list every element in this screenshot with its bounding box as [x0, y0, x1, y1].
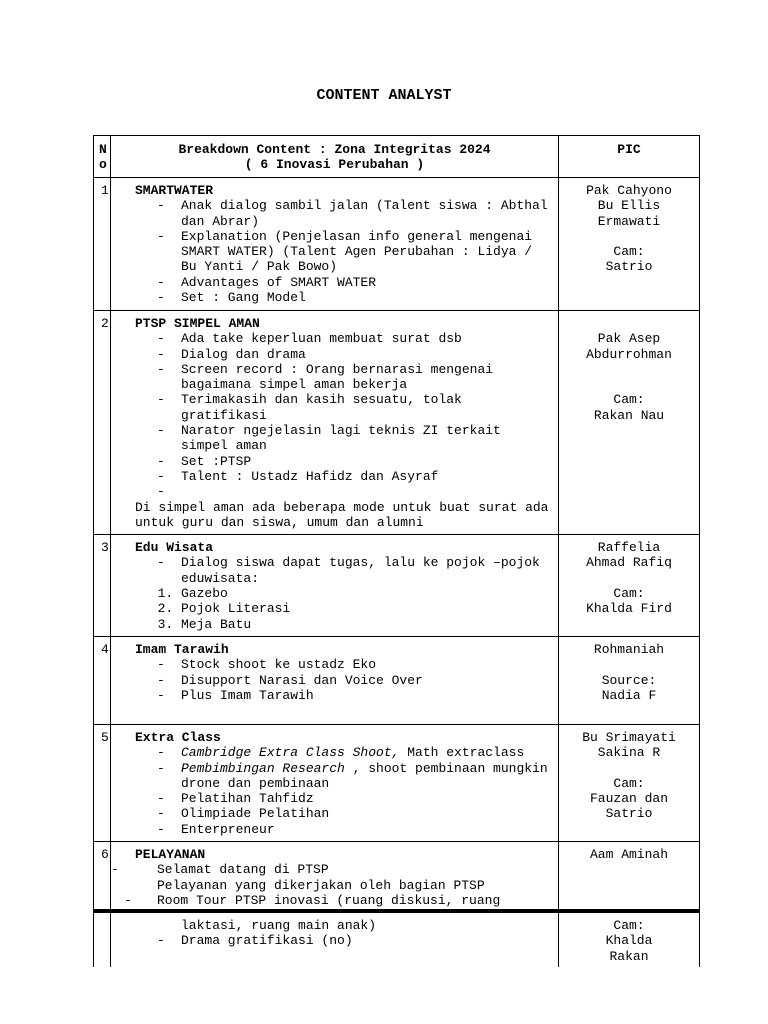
- pic-line: Abdurrohman: [586, 346, 672, 362]
- row-pic: [559, 636, 700, 724]
- row-number: 6: [94, 842, 111, 916]
- row-number: 1: [94, 178, 111, 311]
- pic-line: Nadia F: [601, 687, 657, 703]
- row-title: PTSP SIMPEL AMAN: [135, 316, 260, 331]
- header-no-char: N: [99, 142, 107, 157]
- pic-line: Khalda: [605, 933, 653, 949]
- pic-line: Satrio: [605, 806, 653, 822]
- list-item: - Set :PTSP: [181, 454, 552, 469]
- list-item: - Set : Gang Model: [181, 290, 552, 305]
- row-number: 4: [94, 636, 111, 724]
- list-item: [181, 806, 552, 821]
- pic-line: Rakan: [609, 948, 649, 964]
- row-line: Selamat datang di PTSP: [157, 862, 329, 878]
- list-item: [181, 791, 552, 806]
- row-content: [111, 842, 559, 916]
- header-no-char: o: [99, 157, 107, 172]
- pic-line: [559, 377, 699, 392]
- header-content: Breakdown Content : Zona Integritas 2024 ( 6 Inovasi Perubahan ): [111, 136, 559, 178]
- list-item: - Explanation (Penjelasan info general mengenai SMART WATER) (Talent Agen Perubahan : Lidya / Bu Yanti / Pak Bowo): [181, 229, 552, 275]
- row-title: Extra Class: [135, 729, 221, 745]
- row-number: 3: [94, 535, 111, 637]
- header-pic: PIC: [559, 136, 700, 178]
- row-pic: [559, 842, 700, 916]
- list-item: - Advantages of SMART WATER: [181, 275, 552, 290]
- bullet-list: [135, 555, 552, 586]
- pic-line: Cam:: [613, 775, 645, 791]
- pic-line: [559, 571, 699, 586]
- item-text: Enterpreneur: [181, 821, 275, 837]
- row-line: Room Tour PTSP inovasi (ruang diskusi, ruang: [157, 892, 501, 908]
- pic-line: Bu Srimayati: [582, 729, 676, 745]
- pic-line: Fauzan dan: [589, 791, 668, 807]
- table-row-6: [94, 842, 700, 916]
- row-title: Imam Tarawih: [135, 641, 229, 657]
- row-line: Pelayanan yang dikerjakan oleh bagian PTSP: [157, 877, 485, 893]
- pic-line: Ermawati: [597, 213, 661, 229]
- row-title: SMARTWATER: [135, 183, 214, 198]
- list-item: - Screen record : Orang bernarasi mengenai bagaimana simpel aman bekerja: [181, 362, 552, 393]
- list-item: - Terimakasih dan kasih sesuatu, tolak gratifikasi: [181, 392, 552, 423]
- item-text: Math extraclass: [399, 745, 525, 761]
- list-item: 2. Pojok Literasi: [181, 601, 552, 616]
- bullet-list: [135, 198, 552, 305]
- list-item: [181, 745, 552, 760]
- continuation-table: [93, 909, 700, 967]
- item-text: Pelatihan Tahfidz: [181, 791, 314, 807]
- row-number: 2: [94, 311, 111, 535]
- row-title: PELAYANAN: [135, 847, 206, 863]
- list-item: - Stock shoot ke ustadz Eko: [181, 657, 552, 672]
- row-pic: [559, 311, 700, 535]
- bullet-list: [135, 657, 552, 703]
- table-header-row: [94, 136, 700, 178]
- row-pic: [559, 724, 700, 841]
- pic-line: Satrio: [605, 259, 653, 275]
- pic-line: Pak Asep: [597, 331, 661, 347]
- row-title: Edu Wisata: [135, 540, 214, 556]
- list-item: - Narator ngejelasin lagi teknis ZI terkait simpel aman: [181, 423, 552, 454]
- list-item: - Dialog siswa dapat tugas, lalu ke pojok –pojok eduwisata:: [181, 555, 552, 586]
- list-item: 1. Gazebo: [181, 586, 552, 601]
- pic-line: Ahmad Rafiq: [586, 555, 672, 571]
- list-item: - Ada take keperluan membuat surat dsb: [181, 331, 552, 346]
- table-row-2: [94, 311, 700, 535]
- pic-line: [559, 229, 699, 244]
- table-row-4: [94, 636, 700, 724]
- pic-line: Cam:: [613, 586, 645, 602]
- item-text: Olimpiade Pelatihan: [181, 806, 330, 822]
- pic-line: Sakina R: [597, 745, 661, 761]
- continuation-pic: [559, 911, 700, 967]
- list-item: [181, 822, 552, 837]
- continuation-row: [94, 911, 700, 967]
- pic-line: Aam Aminah: [589, 847, 668, 863]
- item-text: , shoot pembinaan mungkin drone dan pembinaan: [181, 760, 548, 791]
- dash-marker: -: [157, 933, 165, 949]
- header-no: [94, 136, 111, 178]
- list-item: 3. Meja Batu: [181, 617, 552, 632]
- bullet-list: [135, 331, 552, 499]
- row-pic: [559, 178, 700, 311]
- document-title: CONTENT ANALYST: [316, 87, 452, 104]
- list-item: [181, 761, 552, 792]
- list-item: - Talent : Ustadz Hafidz dan Asyraf: [181, 469, 552, 484]
- pic-line: [559, 657, 699, 672]
- row-line: laktasi, ruang main anak): [181, 918, 377, 933]
- pic-line: Rohmaniah: [593, 641, 665, 657]
- list-item: - Dialog dan drama: [181, 347, 552, 362]
- pic-line: Khalda Fird: [586, 601, 672, 617]
- pic-line: Cam:: [613, 918, 645, 933]
- pic-line: Pak Cahyono: [586, 183, 672, 198]
- italic-text: Cambridge Extra Class Shoot,: [181, 745, 400, 761]
- continuation-no-cell: [94, 911, 111, 967]
- list-item: - Disupport Narasi dan Voice Over: [181, 673, 552, 688]
- row-content: [111, 636, 559, 724]
- row-content: [111, 311, 559, 535]
- content-table: [93, 135, 700, 916]
- numbered-list: [135, 586, 552, 632]
- table-row-3: [94, 535, 700, 637]
- row-number: 5: [94, 724, 111, 841]
- pic-line: Rakan Nau: [593, 407, 665, 423]
- row-pic: [559, 535, 700, 637]
- row-note: Di simpel aman ada beberapa mode untuk buat surat ada untuk guru dan siswa, umum dan alumni: [135, 499, 549, 530]
- continuation-content: [111, 911, 559, 967]
- row-content: [111, 724, 559, 841]
- pic-line: Cam:: [613, 392, 645, 408]
- pic-line: Source:: [601, 672, 657, 688]
- list-item: - Anak dialog sambil jalan (Talent siswa : Abthal dan Abrar): [181, 198, 552, 229]
- pic-line: [559, 316, 699, 331]
- pic-line: [559, 362, 699, 377]
- list-item: - Plus Imam Tarawih: [181, 688, 552, 703]
- italic-text: Pembimbingan Research: [181, 760, 345, 776]
- bullet-list: [135, 745, 552, 837]
- row-content: [111, 178, 559, 311]
- pic-line: Cam:: [613, 244, 645, 260]
- row-line: Drama gratifikasi (no): [181, 933, 353, 949]
- pic-line: [559, 761, 699, 776]
- table-row-1: [94, 178, 700, 311]
- dash-marker: -: [111, 862, 119, 878]
- table-row-5: [94, 724, 700, 841]
- list-item: [181, 484, 552, 499]
- pic-line: Bu Ellis: [597, 198, 661, 214]
- row-content: [111, 535, 559, 637]
- pic-line: Raffelia: [597, 540, 661, 556]
- dash-marker: -: [124, 892, 132, 908]
